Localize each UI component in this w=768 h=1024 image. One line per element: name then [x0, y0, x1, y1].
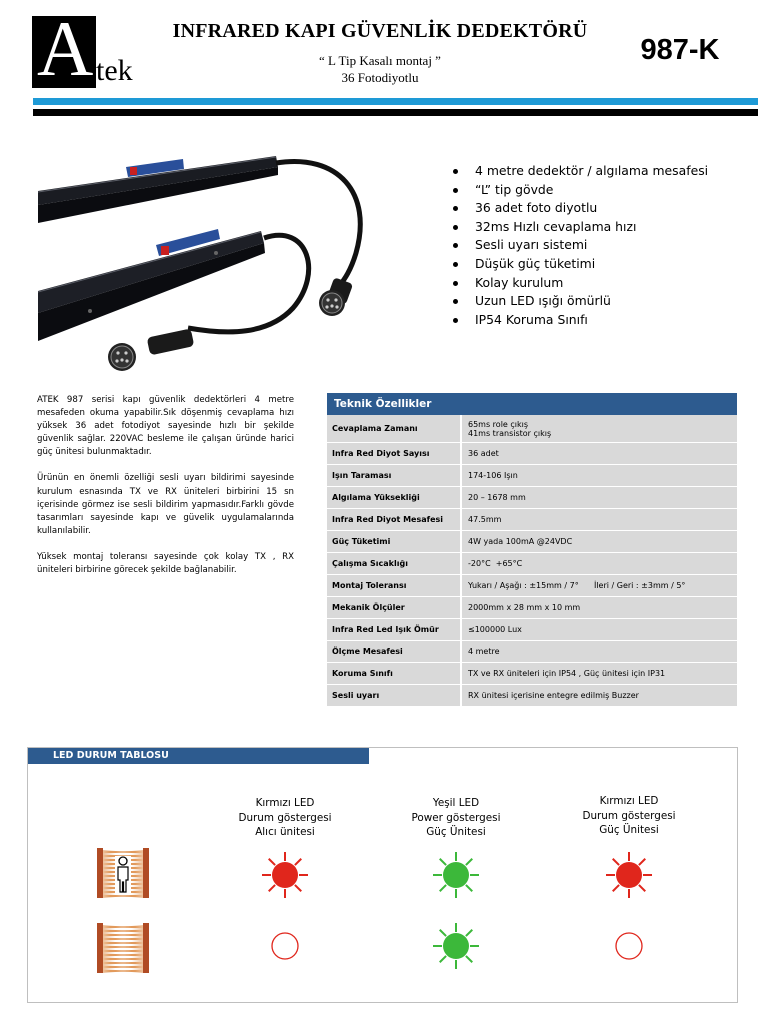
- description-paragraph: Yüksek montaj toleransı sayesinde çok kolay TX , RX üniteleri birbirine görecek şekilde bağlanabilir.: [37, 551, 294, 576]
- spec-row: [327, 553, 737, 575]
- spec-row: [327, 465, 737, 487]
- led-column-title-line: Yeşil LED: [432, 797, 480, 809]
- feature-item: 36 adet foto diyotlu: [452, 199, 752, 218]
- feature-item: 4 metre dedektör / algılama mesafesi: [452, 162, 752, 181]
- led-off-icon: [260, 921, 310, 971]
- spec-value: [462, 509, 737, 530]
- feature-item: Sesli uyarı sistemi: [452, 236, 752, 255]
- spec-value: [462, 415, 737, 442]
- spec-key: Infra Red Diyot Sayısı: [327, 443, 462, 464]
- spec-key: Koruma Sınıfı: [327, 663, 462, 684]
- bullet-icon: [453, 206, 458, 211]
- feature-item: Kolay kurulum: [452, 274, 752, 293]
- spec-row: [327, 685, 737, 707]
- led-column-title: [386, 796, 526, 840]
- bullet-icon: [453, 225, 458, 230]
- page-title: INFRARED KAPI GÜVENLİK DEDEKTÖRÜ: [172, 20, 588, 42]
- led-column-title-line: Durum göstergesi: [238, 811, 332, 824]
- spec-key: Infra Red Led Işık Ömür: [327, 619, 462, 640]
- light-curtain-blocked-icon: [97, 848, 149, 898]
- spec-value-line: 4 metre: [468, 647, 500, 656]
- spec-value: [462, 553, 737, 574]
- led-on-icon: [604, 850, 654, 900]
- spec-value-line: ≤100000 Lux: [468, 625, 522, 634]
- spec-row: [327, 443, 737, 465]
- spec-value-line: -20°C +65°C: [468, 559, 523, 568]
- spec-value: [462, 641, 737, 662]
- feature-item: IP54 Koruma Sınıfı: [452, 311, 752, 330]
- description-paragraph: Ürünün en önemli özelliği sesli uyarı bildirimi sayesinde kurulum esnasında TX ve RX üniteleri birbirini 15 sn içerisinde görmez ise sesli bildirim yapmasıdır.Farklı gövde tasarımları sayesinde kapı ve güvelik uygulamalarında kullanılabilir.: [37, 473, 294, 536]
- spec-key: Çalışma Sıcaklığı: [327, 553, 462, 574]
- spec-row: [327, 575, 737, 597]
- spec-row: [327, 641, 737, 663]
- logo-text: tek: [96, 54, 133, 87]
- subtitle-mount-type: “ L Tip Kasalı montaj ”: [319, 53, 441, 68]
- spec-row: [327, 415, 737, 443]
- spec-value: [462, 531, 737, 552]
- led-column-title-line: Kırmızı LED: [255, 797, 315, 809]
- spec-key: Güç Tüketimi: [327, 531, 462, 552]
- led-column-title-line: Güç Ünitesi: [426, 826, 486, 839]
- bullet-icon: [453, 169, 458, 174]
- spec-table: [327, 393, 737, 707]
- product-description: [37, 394, 294, 590]
- led-off-icon: [604, 921, 654, 971]
- feature-item: 32ms Hızlı cevaplama hızı: [452, 218, 752, 237]
- spec-value: [462, 597, 737, 618]
- feature-item: Düşük güç tüketimi: [452, 255, 752, 274]
- spec-value-line: 4W yada 100mA @24VDC: [468, 537, 573, 546]
- led-table-title: LED DURUM TABLOSU: [28, 748, 369, 764]
- spec-value-line: 65ms role çıkış: [468, 419, 529, 429]
- spec-row: [327, 531, 737, 553]
- spec-table-title: Teknik Özellikler: [327, 393, 737, 415]
- led-column-title-line: Kırmızı LED: [599, 795, 659, 807]
- spec-row: [327, 509, 737, 531]
- led-column-title: [559, 794, 699, 838]
- spec-value-line: 2000mm x 28 mm x 10 mm: [468, 603, 581, 612]
- led-status-table: [27, 747, 738, 1003]
- spec-value: [462, 685, 737, 706]
- spec-key: Algılama Yüksekliği: [327, 487, 462, 508]
- bullet-icon: [453, 299, 458, 304]
- product-photo: [38, 123, 368, 373]
- spec-value: [462, 619, 737, 640]
- spec-row: [327, 619, 737, 641]
- spec-value: [462, 575, 737, 596]
- spec-key: Cevaplama Zamanı: [327, 415, 462, 442]
- led-on-icon: [431, 921, 481, 971]
- subtitle-photodiodes: 36 Fotodiyotlu: [341, 70, 419, 85]
- feature-item: Uzun LED ışığı ömürlü: [452, 292, 752, 311]
- atek-logo: [32, 5, 138, 92]
- spec-value-line: RX ünitesi içerisine entegre edilmiş Buzzer: [468, 691, 639, 700]
- led-on-icon: [431, 850, 481, 900]
- light-curtain-clear-icon: [97, 923, 149, 973]
- spec-row: [327, 487, 737, 509]
- logo-letter: A: [37, 5, 94, 92]
- spec-value: [462, 663, 737, 684]
- spec-key: Sesli uyarı: [327, 685, 462, 706]
- model-number: 987-K: [640, 34, 720, 66]
- spec-value-line: Yukarı / Aşağı : ±15mm / 7° İleri / Geri : ±3mm / 5°: [468, 581, 686, 590]
- spec-row: [327, 663, 737, 685]
- bullet-icon: [453, 281, 458, 286]
- spec-key: Ölçme Mesafesi: [327, 641, 462, 662]
- spec-value-line: 47.5mm: [468, 515, 502, 524]
- feature-item: “L” tip gövde: [452, 181, 752, 200]
- bullet-icon: [453, 188, 458, 193]
- spec-value-line: 41ms transistor çıkış: [468, 428, 552, 438]
- spec-value-line: 36 adet: [468, 449, 499, 458]
- led-on-icon: [260, 850, 310, 900]
- spec-key: Işın Taraması: [327, 465, 462, 486]
- header-divider-blue: [33, 98, 758, 105]
- feature-list: [452, 162, 752, 329]
- spec-key: Infra Red Diyot Mesafesi: [327, 509, 462, 530]
- spec-value: [462, 487, 737, 508]
- bullet-icon: [453, 318, 458, 323]
- led-column-title-line: Güç Ünitesi: [599, 824, 659, 837]
- spec-value-line: 174-106 Işın: [468, 471, 518, 480]
- description-paragraph: ATEK 987 serisi kapı güvenlik dedektörleri 4 metre mesafeden okuma yapabilir.Sık döşenmiş cevaplama hızı yüksek 36 adet fotodiyot sayesinde hızlı bir şekilde güvenlik sağlar. 220VAC besleme ile çalışan üründe harici güç ünitesi bulunmaktadır.: [37, 395, 294, 458]
- header-divider-black: [33, 109, 758, 116]
- spec-key: Montaj Toleransı: [327, 575, 462, 596]
- bullet-icon: [453, 243, 458, 248]
- spec-value-line: 20 – 1678 mm: [468, 493, 526, 502]
- spec-value: [462, 465, 737, 486]
- spec-value: [462, 443, 737, 464]
- led-column-title-line: Alıcı ünitesi: [255, 826, 315, 839]
- spec-row: [327, 597, 737, 619]
- spec-value-line: TX ve RX üniteleri için IP54 , Güç ünitesi için IP31: [468, 669, 666, 678]
- led-column-title-line: Power göstergesi: [411, 811, 501, 824]
- led-column-title-line: Durum göstergesi: [582, 809, 676, 822]
- spec-key: Mekanik Ölçüler: [327, 597, 462, 618]
- bullet-icon: [453, 262, 458, 267]
- led-column-title: [215, 796, 355, 840]
